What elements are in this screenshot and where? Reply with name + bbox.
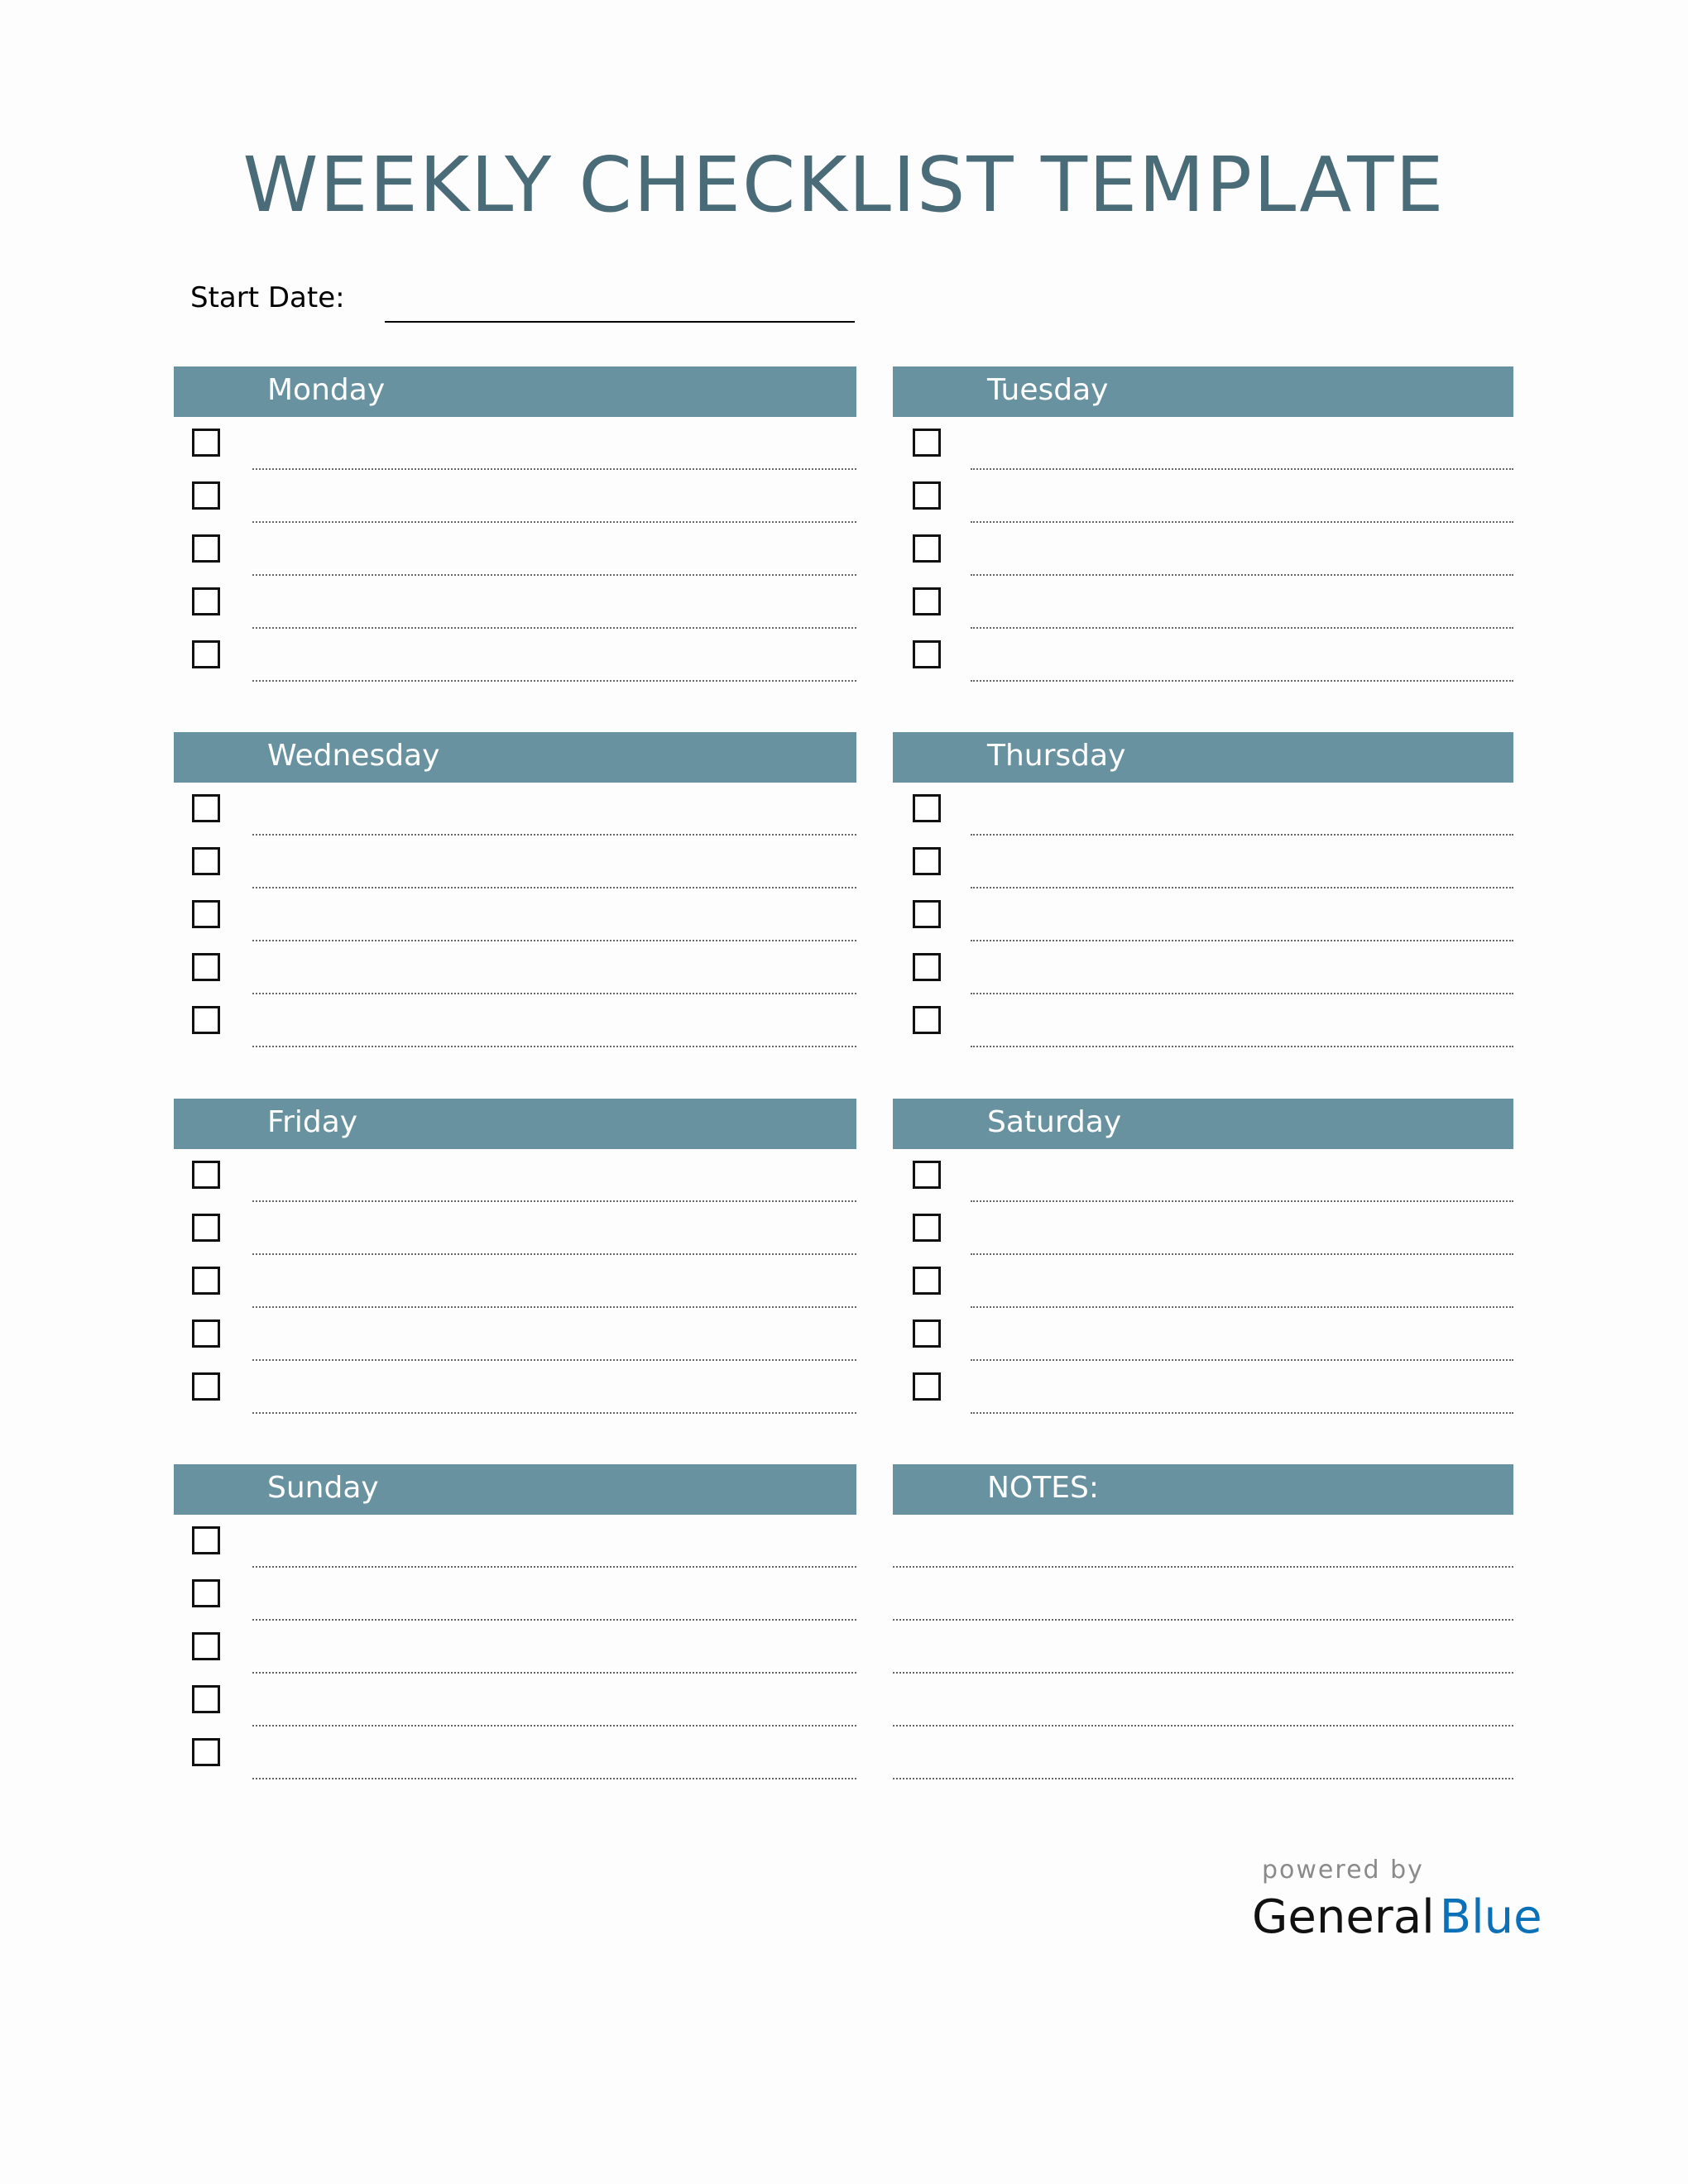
checklist-item-line[interactable] xyxy=(252,1778,856,1779)
checklist-item-line[interactable] xyxy=(971,1046,1513,1047)
checkbox[interactable] xyxy=(913,534,941,563)
start-date-field[interactable] xyxy=(385,321,855,323)
logo-general: General xyxy=(1252,1890,1435,1944)
checklist-item-line[interactable] xyxy=(971,680,1513,682)
notes-line[interactable] xyxy=(893,1725,1513,1727)
checkbox[interactable] xyxy=(192,953,220,981)
checkbox[interactable] xyxy=(913,900,941,928)
checkbox[interactable] xyxy=(913,953,941,981)
logo-blue: Blue xyxy=(1439,1890,1542,1944)
checkbox[interactable] xyxy=(913,847,941,875)
checklist-item-line[interactable] xyxy=(971,627,1513,629)
checklist-item-line[interactable] xyxy=(252,1619,856,1621)
thursday-header xyxy=(893,732,1513,783)
monday-header xyxy=(174,366,856,417)
monday-label: Monday xyxy=(267,373,386,407)
checklist-item-line[interactable] xyxy=(971,1200,1513,1202)
checklist-item-line[interactable] xyxy=(971,468,1513,470)
thursday-label: Thursday xyxy=(987,739,1126,773)
sunday-header xyxy=(174,1464,856,1515)
checklist-item-line[interactable] xyxy=(252,1200,856,1202)
checklist-item-line[interactable] xyxy=(252,1412,856,1414)
checkbox[interactable] xyxy=(913,1267,941,1295)
checkbox[interactable] xyxy=(192,1006,220,1034)
checkbox[interactable] xyxy=(192,1267,220,1295)
checkbox[interactable] xyxy=(913,587,941,615)
checkbox[interactable] xyxy=(913,794,941,822)
checklist-item-line[interactable] xyxy=(971,1306,1513,1308)
friday-header xyxy=(174,1099,856,1149)
checklist-item-line[interactable] xyxy=(971,574,1513,576)
checkbox[interactable] xyxy=(192,1372,220,1401)
generalblue-logo xyxy=(1252,1890,1542,1944)
checkbox[interactable] xyxy=(192,429,220,457)
checklist-item-line[interactable] xyxy=(971,1253,1513,1255)
checkbox[interactable] xyxy=(913,1372,941,1401)
checkbox[interactable] xyxy=(192,534,220,563)
tuesday-label: Tuesday xyxy=(987,373,1109,407)
checklist-item-line[interactable] xyxy=(971,993,1513,994)
checklist-item-line[interactable] xyxy=(252,521,856,523)
saturday-header xyxy=(893,1099,1513,1149)
checkbox[interactable] xyxy=(192,640,220,668)
checklist-item-line[interactable] xyxy=(252,1253,856,1255)
notes-header xyxy=(893,1464,1513,1515)
checkbox[interactable] xyxy=(913,1214,941,1242)
checkbox[interactable] xyxy=(192,1161,220,1189)
checkbox[interactable] xyxy=(192,1579,220,1607)
checklist-item-line[interactable] xyxy=(971,1359,1513,1361)
checklist-item-line[interactable] xyxy=(971,834,1513,836)
notes-line[interactable] xyxy=(893,1566,1513,1568)
notes-line[interactable] xyxy=(893,1672,1513,1674)
checklist-item-line[interactable] xyxy=(971,887,1513,888)
checklist-item-line[interactable] xyxy=(252,627,856,629)
notes-label: NOTES: xyxy=(987,1471,1099,1505)
checkbox[interactable] xyxy=(913,1161,941,1189)
saturday-label: Saturday xyxy=(987,1105,1122,1139)
checklist-item-line[interactable] xyxy=(971,1412,1513,1414)
checkbox[interactable] xyxy=(192,847,220,875)
checklist-item-line[interactable] xyxy=(252,1725,856,1727)
notes-line[interactable] xyxy=(893,1619,1513,1621)
checkbox[interactable] xyxy=(913,429,941,457)
wednesday-label: Wednesday xyxy=(267,739,440,773)
checklist-item-line[interactable] xyxy=(252,1566,856,1568)
checklist-item-line[interactable] xyxy=(971,940,1513,941)
checkbox[interactable] xyxy=(192,1738,220,1766)
checklist-item-line[interactable] xyxy=(252,887,856,888)
powered-by-text: powered by xyxy=(1262,1856,1424,1885)
checklist-item-line[interactable] xyxy=(252,1359,856,1361)
checkbox[interactable] xyxy=(913,481,941,510)
start-date-label: Start Date: xyxy=(190,281,345,314)
checklist-item-line[interactable] xyxy=(252,468,856,470)
checklist-item-line[interactable] xyxy=(971,521,1513,523)
checkbox[interactable] xyxy=(192,1526,220,1554)
friday-label: Friday xyxy=(267,1105,358,1139)
tuesday-header xyxy=(893,366,1513,417)
checkbox[interactable] xyxy=(192,1685,220,1713)
checklist-item-line[interactable] xyxy=(252,1306,856,1308)
checklist-item-line[interactable] xyxy=(252,1672,856,1674)
checkbox[interactable] xyxy=(913,1320,941,1348)
checkbox[interactable] xyxy=(192,587,220,615)
sunday-label: Sunday xyxy=(267,1471,379,1505)
checklist-item-line[interactable] xyxy=(252,1046,856,1047)
checklist-item-line[interactable] xyxy=(252,993,856,994)
checkbox[interactable] xyxy=(192,481,220,510)
page-title: WEEKLY CHECKLIST TEMPLATE xyxy=(242,141,1446,229)
checkbox[interactable] xyxy=(913,640,941,668)
checkbox[interactable] xyxy=(192,900,220,928)
checklist-item-line[interactable] xyxy=(252,574,856,576)
notes-line[interactable] xyxy=(893,1778,1513,1779)
checkbox[interactable] xyxy=(913,1006,941,1034)
checkbox[interactable] xyxy=(192,1214,220,1242)
checkbox[interactable] xyxy=(192,1320,220,1348)
checklist-item-line[interactable] xyxy=(252,834,856,836)
checkbox[interactable] xyxy=(192,1632,220,1660)
checklist-item-line[interactable] xyxy=(252,680,856,682)
checkbox[interactable] xyxy=(192,794,220,822)
checklist-item-line[interactable] xyxy=(252,940,856,941)
wednesday-header xyxy=(174,732,856,783)
